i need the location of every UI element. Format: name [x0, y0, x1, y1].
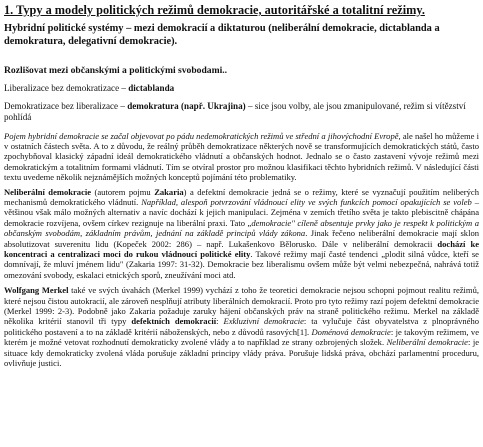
- line2-bold: demokratura (např. Ukrajina): [127, 100, 246, 111]
- para3-i3: Neliberální demokracie: [386, 337, 468, 348]
- paragraph-hybrid: [4, 131, 479, 183]
- para2-t2: ) a defektní demokracie jedná se o režimy, které se vyznačují použitím neliberých mechanismů demokratického vládnutí.: [4, 186, 479, 207]
- paragraph-illiberal: [4, 187, 479, 281]
- section-heading: Rozlišovat mezi občanskými a politickými svobodami..: [4, 65, 228, 76]
- para3-i1: Exkluzivní demokracie: [223, 316, 304, 327]
- para3-t1: také ve svých úvahách (Merkel 1999) vychází z toho že teoretici demokracie nejsou schopni pojmout realitu režimů, které nejsou čistou autokracií, ale zároveň nesplňují atributy liberálních demokracií. Proto pro tyto režimy razí pojem defektní demokracie (Merkel 1999: 2-3). Podobně jako Zakaria požaduje zaruky hájení občanských práv na straně politického režimu. Merkel na základě několika kritérií stanovil tři typy: [4, 285, 479, 327]
- para2-t3: – většinou však málo možných alternativ a navíc dochází k jejich manipulaci. Zejména v zemích třetího světa je takto plebiscitně chápána demokracie rozvíjena, ovšem církev rezignuje na liberální praxi. Tato „: [4, 196, 479, 228]
- para2-b2: Zakaria: [154, 186, 184, 197]
- line-democratization: [4, 101, 479, 124]
- para2-i2: demokracie: [251, 217, 292, 228]
- line1-text: Liberalizace bez demokratizace –: [4, 83, 129, 93]
- para2-t1: (autorem pojmu: [91, 186, 155, 197]
- paragraph-merkel: [4, 285, 479, 368]
- para3-i2: Doménová demokracie: [311, 326, 391, 337]
- para2-b1: Neliberální demokracie: [4, 186, 92, 197]
- line1-bold: dictablanda: [128, 83, 175, 93]
- para3-t2: :: [216, 316, 224, 327]
- line-liberalization: [4, 83, 479, 95]
- line2-text-a: Demokratizace bez liberalizace –: [4, 100, 128, 111]
- para3-t3: : ta vylučuje část obyvatelstva z plnoprávného politického postavení a to na základě kritérií náboženských, nebo z důvodů rasových[1].: [4, 316, 479, 337]
- document-title: 1. Typy a modely politických režimů demokracie, autoritářské a totalitní režimy.: [4, 3, 425, 17]
- para3-b1: Wolfgang Merkel: [4, 285, 69, 296]
- document-subtitle: Hybridní politické systémy – mezi demokracií a diktaturou (neliberální demokracie, dictablanda a demokratura, delegativní demokracie).: [4, 23, 440, 47]
- para2-t5: . Jinak řečeno neliberální demokracie mají sklon absolutizovat suverenitu lidu (Kopeček 2002: 286) – např. Lukašenkovo Bělorusko. Dále v neliberální demokracii: [4, 228, 479, 249]
- para2-b3: dochází ke koncentraci a centralizaci moci do rukou vládnoucí politické elity: [4, 238, 479, 259]
- para3-b2: defektních demokracií: [131, 316, 217, 327]
- para3-t4: : je takovým režimem, ve kterém je možné vetovat rozhodnutí demokraticky zvolené vlády a to například ze strany ozbrojených složek.: [4, 326, 479, 348]
- document: [4, 3, 479, 368]
- para2-t4: " cíleně absentuje prvky jako je respekt k politickým a občanským svobodám, základním právům, jednání na základě principů vlády zákona: [4, 217, 479, 239]
- para1-italic: Pojem hybridní demokracie se začal objevovat po pádu nedemokratických režimů ve střední a jihovýchodní Evropě: [4, 130, 399, 141]
- line2-text-b: – sice jsou volby, ale jsou zmanipulované, režim si vítězství pohlídá: [4, 100, 466, 122]
- para2-t6: . Takové režimy mají časté tendenci „plodit silná vůdce, kteří se domnívají, že mluví jménem lidu" (Zakaria 1997: 31-32). Demokracie bez liberalismu ovšem může být velmi nebezpečná, nahrává totiž omezování svobody, eskalaci etnických sporů, zneužívání moci atd.: [4, 248, 479, 280]
- para2-i1: Například, alespoň potvrzování vládnoucí elity ve svých funkcích pomocí opakujících se voleb: [141, 196, 472, 207]
- para3-t5: : je situace kdy demokraticky zvolená vláda porušuje základní principy vlády práva. Porušuje lidská práva, obchází parlamentní proceduru, ovlivňuje justici.: [4, 337, 479, 369]
- para1-text: , ale našel ho můžeme i v ostatních částech světa. A to z důvodu, že reálný průběh demokratizace některých nově se transformujících demokratických států, často zpochybňoval klasický západní ideál demokratického vládnutí a občanských hodnot. Jednalo se o často zastavení vývoje režimů mezi demokratickým a totalitním formami vládnutí. Tím se otvíral prostor pro možnou klasifikaci těchto hybridních režimů. V následující části textu uvedeme několik nejznámějších možných konceptů pojímání této problematiky.: [4, 130, 479, 183]
